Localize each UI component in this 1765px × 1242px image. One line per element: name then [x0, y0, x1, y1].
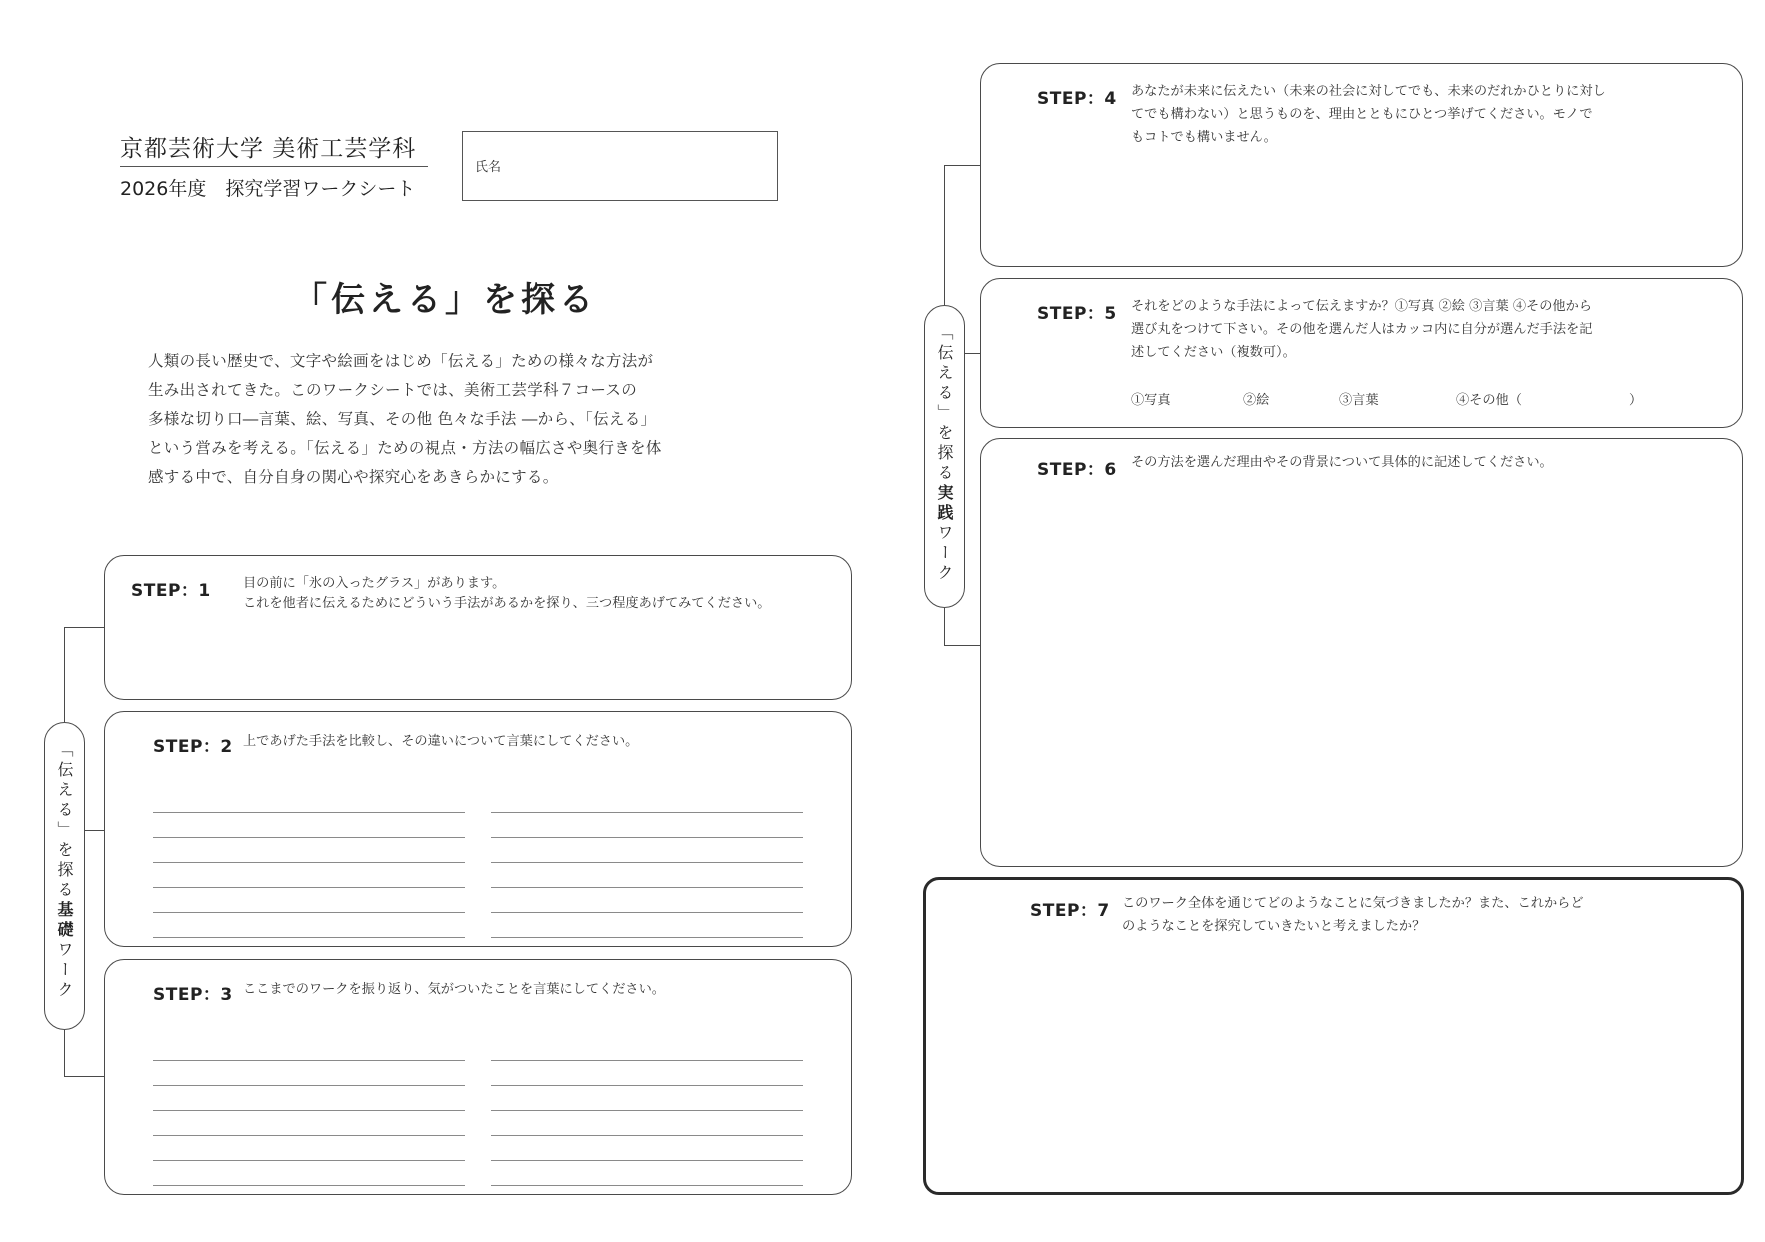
step-4-box[interactable] — [980, 63, 1743, 267]
basic-bracket-bottom — [64, 1030, 106, 1077]
step-3-box[interactable] — [104, 959, 852, 1195]
writing-line[interactable] — [491, 912, 803, 913]
writing-line[interactable] — [491, 1135, 803, 1136]
step-2-box[interactable] — [104, 711, 852, 947]
basic-bracket-tick — [84, 830, 106, 831]
step-5-line: それをどのような手法によって伝えますか？①写真 ②絵 ③言葉 ④その他から — [1131, 299, 1592, 314]
step-1-line: 目の前に「氷の入ったグラス」があります。 — [243, 576, 506, 591]
writing-line[interactable] — [491, 1160, 803, 1161]
writing-line[interactable] — [153, 1060, 465, 1061]
step-2-text — [243, 730, 823, 753]
step-4-text — [1131, 80, 1731, 149]
step-3-label: STEP：3 — [153, 985, 233, 1005]
practice-bracket-top — [944, 165, 982, 305]
writing-line[interactable] — [491, 937, 803, 938]
step-5-label: STEP：5 — [1037, 304, 1117, 324]
writing-line[interactable] — [153, 1135, 465, 1136]
step-7-label: STEP：7 — [1030, 901, 1110, 921]
writing-line[interactable] — [153, 862, 465, 863]
step-4-line: てでも構わない）と思うものを、理由とともにひとつ挙げてください。モノで — [1131, 107, 1593, 122]
step-6-line: その方法を選んだ理由やその背景について具体的に記述してください。 — [1131, 455, 1553, 470]
writing-line[interactable] — [153, 1185, 465, 1186]
writing-line[interactable] — [153, 1160, 465, 1161]
step-7-text — [1122, 892, 1722, 938]
step-5-line: 述してください（複数可）。 — [1131, 345, 1296, 360]
writing-line[interactable] — [153, 1110, 465, 1111]
basic-label-prefix: 「伝える」を探る — [55, 741, 74, 901]
step-2-line: 上であげた手法を比較し、その違いについて言葉にしてください。 — [243, 734, 639, 749]
practice-label-bold: 実践 — [935, 484, 954, 524]
step-6-label: STEP：6 — [1037, 460, 1117, 480]
header-divider — [120, 166, 428, 167]
writing-line[interactable] — [153, 812, 465, 813]
step-4-line: あなたが未来に伝えたい（未来の社会に対してでも、未来のだれかひとりに対し — [1131, 84, 1606, 99]
writing-line[interactable] — [491, 812, 803, 813]
step-2-label: STEP：2 — [153, 737, 233, 757]
step-3-line: ここまでのワークを振り返り、気がついたことを言葉にしてください。 — [243, 982, 665, 997]
step-5-text — [1131, 295, 1731, 364]
step-7-line: このワーク全体を通じてどのようなことに気づきましたか？また、これからど — [1122, 896, 1584, 911]
step-3-text — [243, 978, 823, 1001]
intro-line: 人類の長い歴史で、文字や絵画をはじめ「伝える」ための様々な方法が — [148, 352, 654, 370]
writing-line[interactable] — [153, 912, 465, 913]
writing-line[interactable] — [491, 1085, 803, 1086]
step-6-box[interactable] — [980, 438, 1743, 867]
step-5-line: 選び丸をつけて下さい。その他を選んだ人はカッコ内に自分が選んだ手法を記 — [1131, 322, 1593, 337]
basic-bracket-top — [64, 627, 106, 722]
step-4-label: STEP：4 — [1037, 89, 1117, 109]
intro-line: 生み出されてきた。このワークシートでは、美術工芸学科７コースの — [148, 381, 638, 399]
worksheet-subtitle: 2026年度 探究学習ワークシート — [120, 178, 416, 200]
writing-line[interactable] — [491, 1110, 803, 1111]
practice-bracket-bottom — [944, 608, 982, 646]
basic-work-label — [44, 722, 85, 1030]
step-5-option-picture[interactable]: ②絵 — [1243, 393, 1270, 408]
step-5-option-other-close: ） — [1629, 393, 1643, 408]
writing-line[interactable] — [153, 1085, 465, 1086]
basic-label-suffix: ワーク — [55, 941, 74, 1001]
name-box[interactable] — [462, 131, 778, 201]
step-4-line: もコトでも構いません。 — [1131, 130, 1277, 145]
practice-label-prefix: 「伝える」を探る — [935, 324, 954, 484]
step-5-option-other[interactable]: ④その他（ — [1456, 393, 1522, 408]
step-5-option-photo[interactable]: ①写真 — [1131, 393, 1171, 408]
intro-line: 多様な切り口―言葉、絵、写真、その他 色々な手法 ―から、「伝える」 — [148, 410, 657, 428]
writing-line[interactable] — [491, 1185, 803, 1186]
writing-line[interactable] — [153, 937, 465, 938]
intro-paragraph — [148, 347, 778, 492]
writing-line[interactable] — [491, 862, 803, 863]
step-7-box[interactable] — [923, 877, 1744, 1195]
step-1-text — [243, 574, 843, 614]
step-1-label: STEP：1 — [131, 581, 211, 601]
writing-line[interactable] — [153, 837, 465, 838]
intro-line: という営みを考える。「伝える」ための視点・方法の幅広さや奥行きを体 — [148, 439, 662, 457]
intro-line: 感する中で、自分自身の関心や探究心をあきらかにする。 — [148, 468, 559, 486]
basic-label-bold: 基礎 — [55, 901, 74, 941]
practice-work-label — [924, 305, 965, 608]
writing-line[interactable] — [491, 1060, 803, 1061]
practice-label-suffix: ワーク — [935, 524, 954, 584]
step-7-line: のようなことを探究していきたいと考えましたか？ — [1122, 919, 1426, 934]
writing-line[interactable] — [153, 887, 465, 888]
step-6-text — [1131, 451, 1731, 474]
name-label: 氏名 — [475, 160, 502, 175]
step-1-line: これを他者に伝えるためにどういう手法があるかを探り、三つ程度あげてみてください。 — [243, 596, 771, 611]
department-name: 京都芸術大学 美術工芸学科 — [120, 136, 417, 162]
writing-line[interactable] — [491, 837, 803, 838]
step-5-option-words[interactable]: ③言葉 — [1339, 393, 1379, 408]
step-5-box[interactable] — [980, 278, 1743, 428]
writing-line[interactable] — [491, 887, 803, 888]
page-title: 「伝える」を探る — [293, 280, 597, 320]
step-1-box[interactable] — [104, 555, 852, 700]
